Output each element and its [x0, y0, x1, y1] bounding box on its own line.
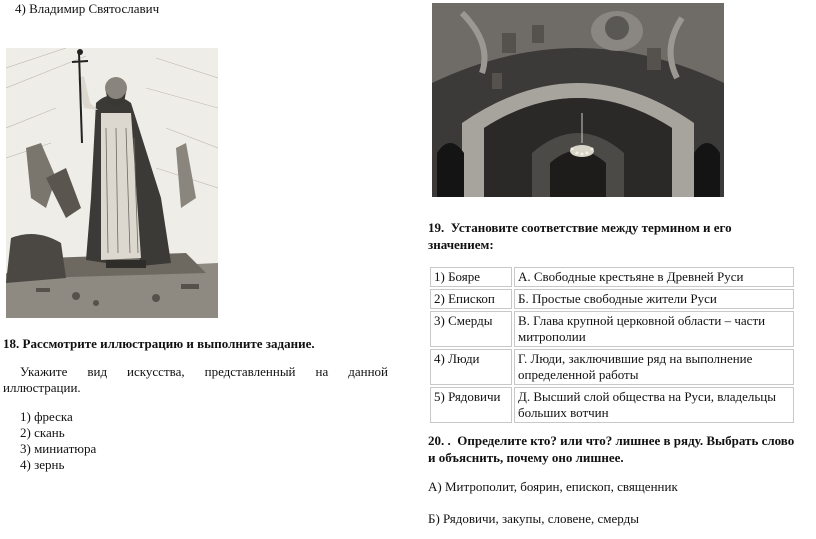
top-answer-option: 4) Владимир Святославич — [15, 1, 160, 16]
term-cell: 2) Епископ — [430, 289, 512, 309]
q20-option-a: А) Митрополит, боярин, епископ, священник — [428, 479, 678, 494]
q18-option: 2) скань — [20, 425, 65, 440]
q20-heading: 20. . Определите кто? или что? лишнее в ряду. Выбрать слово и объяснить, почему оно лишнее. — [428, 433, 795, 465]
q18-prompt-line2: иллюстрации. — [3, 380, 81, 395]
definition-cell: Г. Люди, заключившие ряд на выполнение определенной работы — [514, 349, 794, 385]
q20-option-b: Б) Рядовичи, закупы, словене, смерды — [428, 511, 639, 526]
term-cell: 5) Рядовичи — [430, 387, 512, 423]
church-vault-image — [432, 3, 724, 197]
table-row — [430, 349, 794, 385]
q20-title-line1: Определите кто? или что? лишнее в ряду. Выбрать слово — [457, 433, 795, 448]
q18-option: 4) зернь — [20, 457, 65, 472]
q20-title-line2: и объяснить, почему оно лишнее. — [428, 450, 624, 465]
definition-cell: Б. Простые свободные жители Руси — [514, 289, 794, 309]
q20-number: 20. — [428, 433, 445, 448]
definition-cell: Д. Высший слой общества на Руси, владельцы больших вотчин — [514, 387, 794, 423]
definition-cell: В. Глава крупной церковной области – части митрополии — [514, 311, 794, 347]
term-cell: 1) Бояре — [430, 267, 512, 287]
table-row — [430, 387, 794, 423]
q19-number: 19 — [428, 220, 441, 235]
q18-heading — [3, 336, 315, 352]
q18-options — [20, 409, 96, 473]
church-interior-photo — [432, 3, 724, 197]
q18-prompt-line1: Укажите вид искусства, представленный на данной — [20, 364, 388, 379]
term-cell: 3) Смерды — [430, 311, 512, 347]
definition-cell: А. Свободные крестьяне в Древней Руси — [514, 267, 794, 287]
q18-title: Рассмотрите иллюстрацию и выполните задание. — [22, 336, 315, 351]
q19-heading: 19. Установите соответствие между термином и его значением: — [428, 220, 732, 252]
q19-title-line1: Установите соответствие между термином и его — [450, 220, 732, 235]
table-row — [430, 289, 794, 309]
engraving-illustration — [6, 48, 218, 318]
matching-table — [428, 265, 796, 425]
q19-title-line2: значением: — [428, 237, 494, 252]
q18-option: 3) миниатюра — [20, 441, 97, 456]
term-cell: 4) Люди — [430, 349, 512, 385]
prince-engraving — [6, 48, 218, 318]
table-row — [430, 311, 794, 347]
q18-option: 1) фреска — [20, 409, 73, 424]
q18-number: 18. — [3, 336, 20, 351]
table-row — [430, 267, 794, 287]
